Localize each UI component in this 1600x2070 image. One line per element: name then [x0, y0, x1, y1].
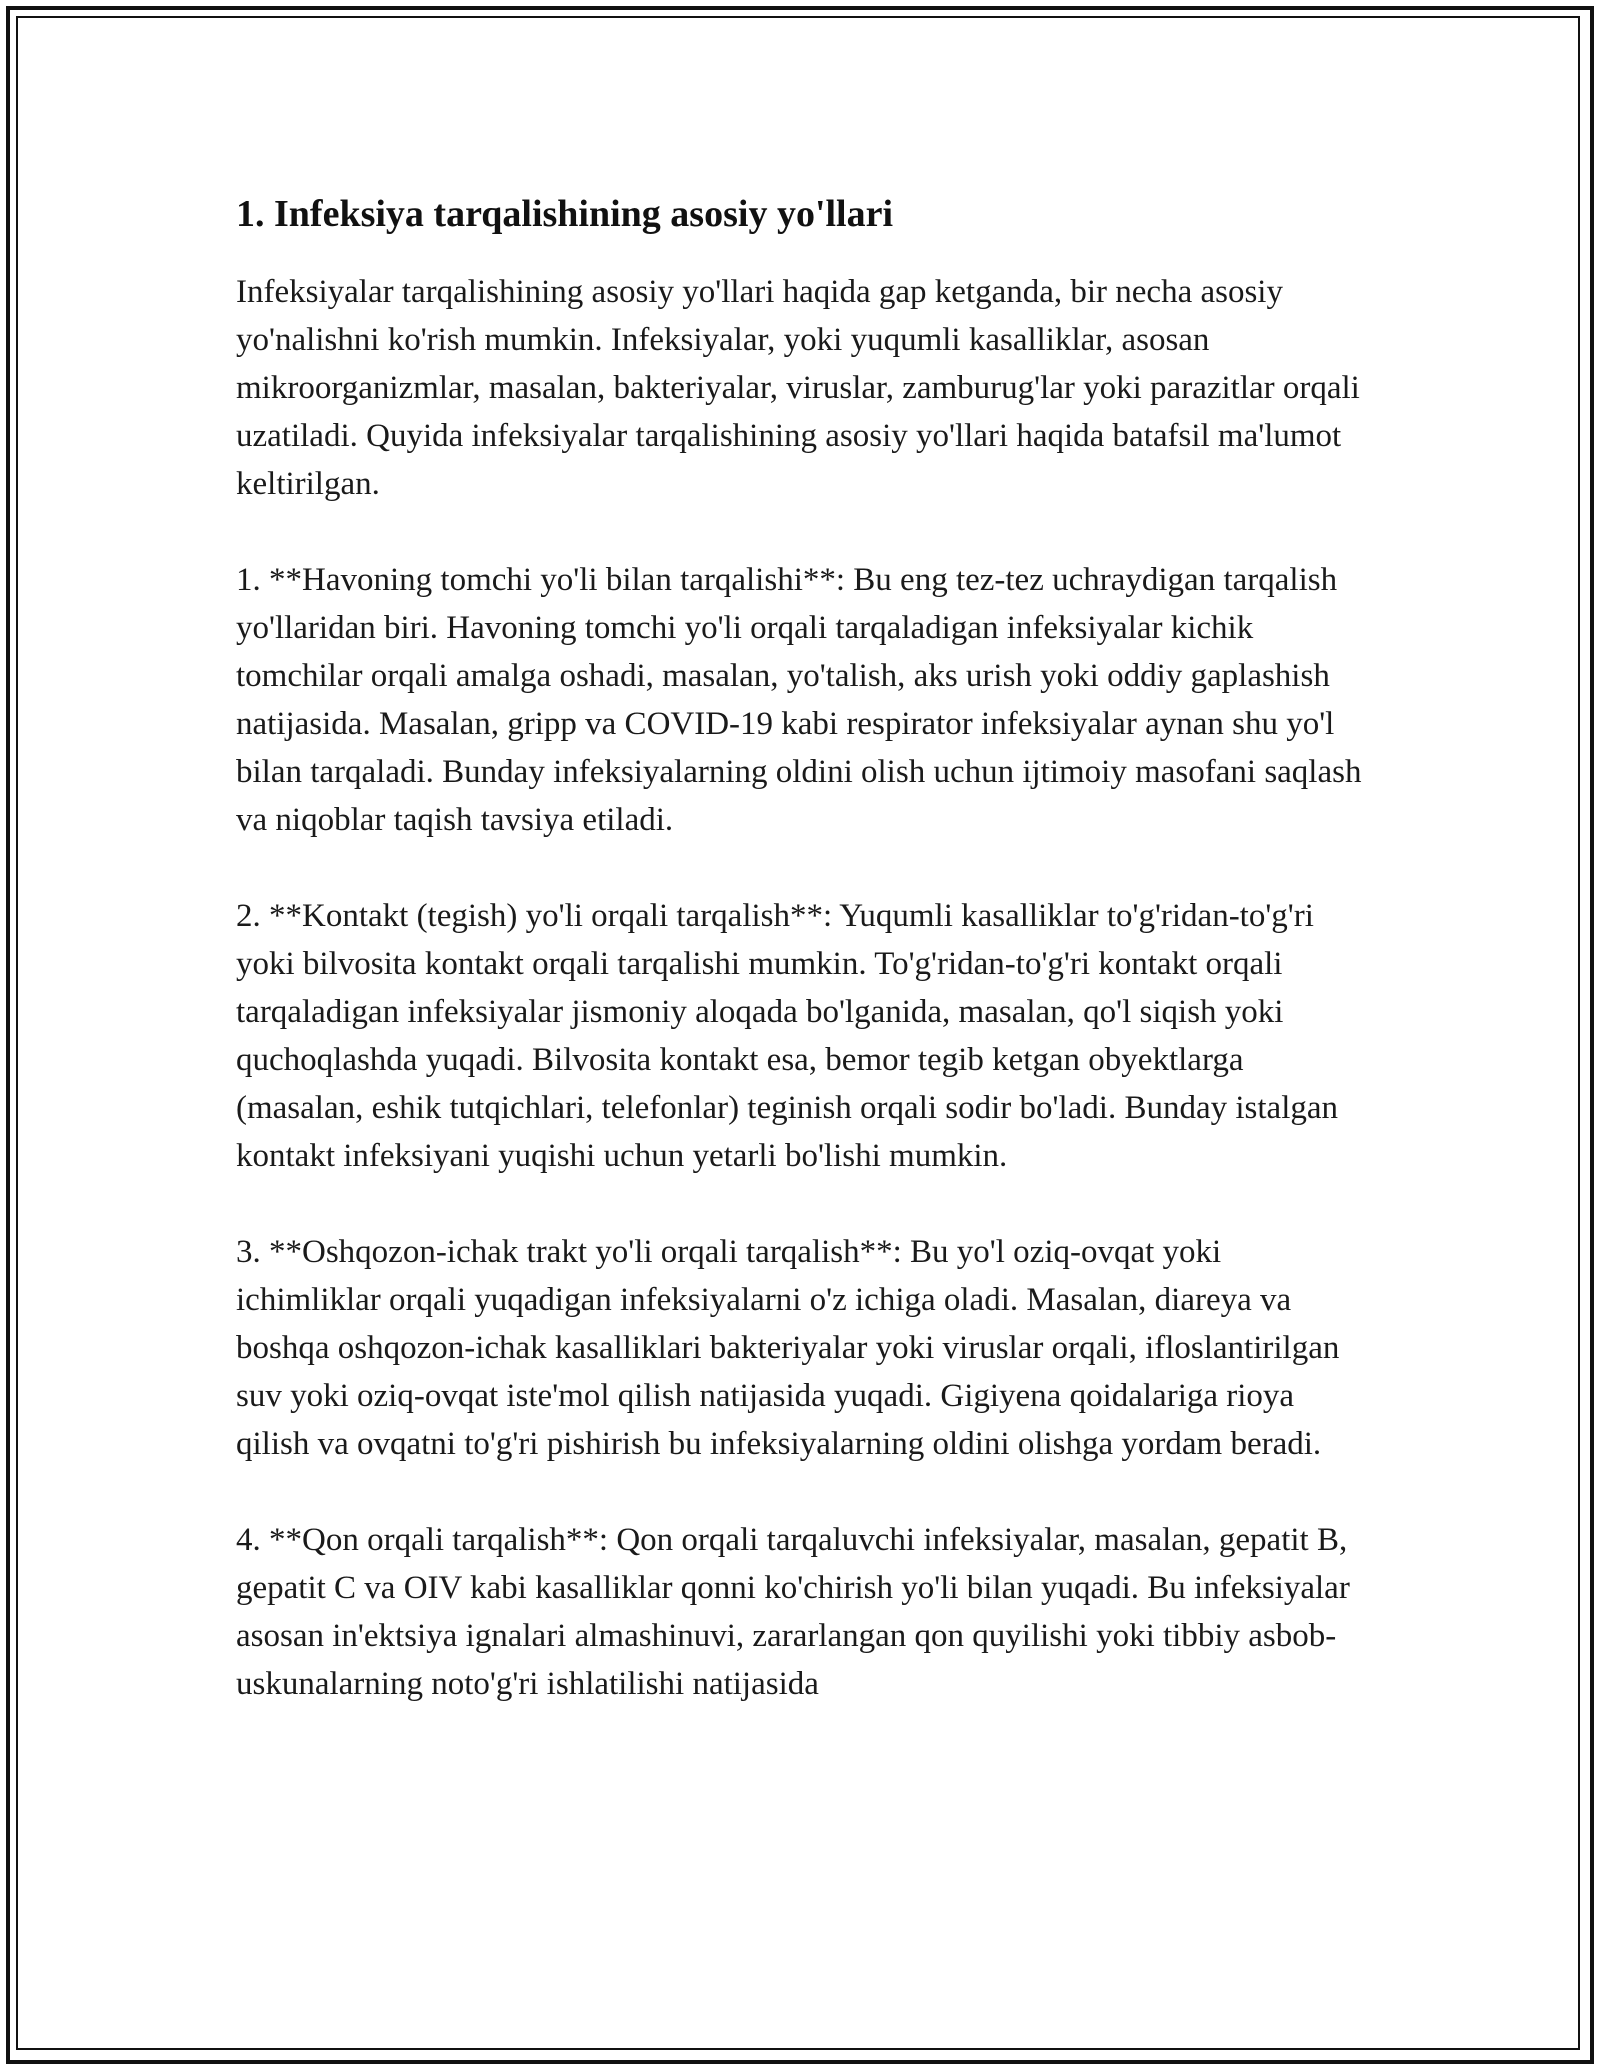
bloodborne-paragraph: 4. **Qon orqali tarqalish**: Qon orqali tarqaluvchi infeksiyalar, masalan, gepatit B, gepatit C va OIV kabi kasalliklar qonni ko'chirish yo'li bilan yuqadi. Bu infeksiyalar asosan in'ektsiya ignalari almashinuvi, zararlangan qon quyilishi yoki tibbiy asbob-uskunalarning noto'g'ri ishlatilishi natijasida: [236, 1522, 1350, 1702]
document-body: [236, 190, 1366, 1756]
gastrointestinal-paragraph: 3. **Oshqozon-ichak trakt yo'li orqali tarqalish**: Bu yo'l oziq-ovqat yoki ichimliklar orqali yuqadigan infeksiyalarni o'z ichiga oladi. Masalan, diareya va boshqa oshqozon-ichak kasalliklari bakteriyalar yoki viruslar orqali, ifloslantirilgan suv yoki oziq-ovqat iste'mol qilish natijasida yuqadi. Gigiyena qoidalariga rioya qilish va ovqatni to'g'ri pishirish bu infeksiyalarning oldini olishga yordam beradi.: [236, 1234, 1340, 1462]
airborne-paragraph: 1. **Havoning tomchi yo'li bilan tarqalishi**: Bu eng tez-tez uchraydigan tarqalish yo'llaridan biri. Havoning tomchi yo'li orqali tarqaladigan infeksiyalar kichik tomchilar orqali amalga oshadi, masalan, yo'talish, aks urish yoki oddiy gaplashish natijasida. Masalan, gripp va COVID-19 kabi respirator infeksiyalar aynan shu yo'l bilan tarqaladi. Bunday infeksiyalarning oldini olish uchun ijtimoiy masofani saqlash va niqoblar taqish tavsiya etiladi.: [236, 562, 1362, 838]
intro-paragraph: Infeksiyalar tarqalishining asosiy yo'llari haqida gap ketganda, bir necha asosiy yo'nalishni ko'rish mumkin. Infeksiyalar, yoki yuqumli kasalliklar, asosan mikroorganizmlar, masalan, bakteriyalar, viruslar, zamburug'lar yoki parazitlar orqali uzatiladi. Quyida infeksiyalar tarqalishining asosiy yo'llari haqida batafsil ma'lumot keltirilgan.: [236, 274, 1360, 502]
section-heading: 1. Infeksiya tarqalishining asosiy yo'llari: [236, 193, 894, 235]
contact-paragraph: 2. **Kontakt (tegish) yo'li orqali tarqalish**: Yuqumli kasalliklar to'g'ridan-to'g'ri yoki bilvosita kontakt orqali tarqalishi mumkin. To'g'ridan-to'g'ri kontakt orqali tarqaladigan infeksiyalar jismoniy aloqada bo'lganida, masalan, qo'l siqish yoki quchoqlashda yuqadi. Bilvosita kontakt esa, bemor tegib ketgan obyektlarga (masalan, eshik tutqichlari, telefonlar) teginish orqali sodir bo'ladi. Bunday istalgan kontakt infeksiyani yuqishi uchun yetarli bo'lishi mumkin.: [236, 898, 1339, 1174]
